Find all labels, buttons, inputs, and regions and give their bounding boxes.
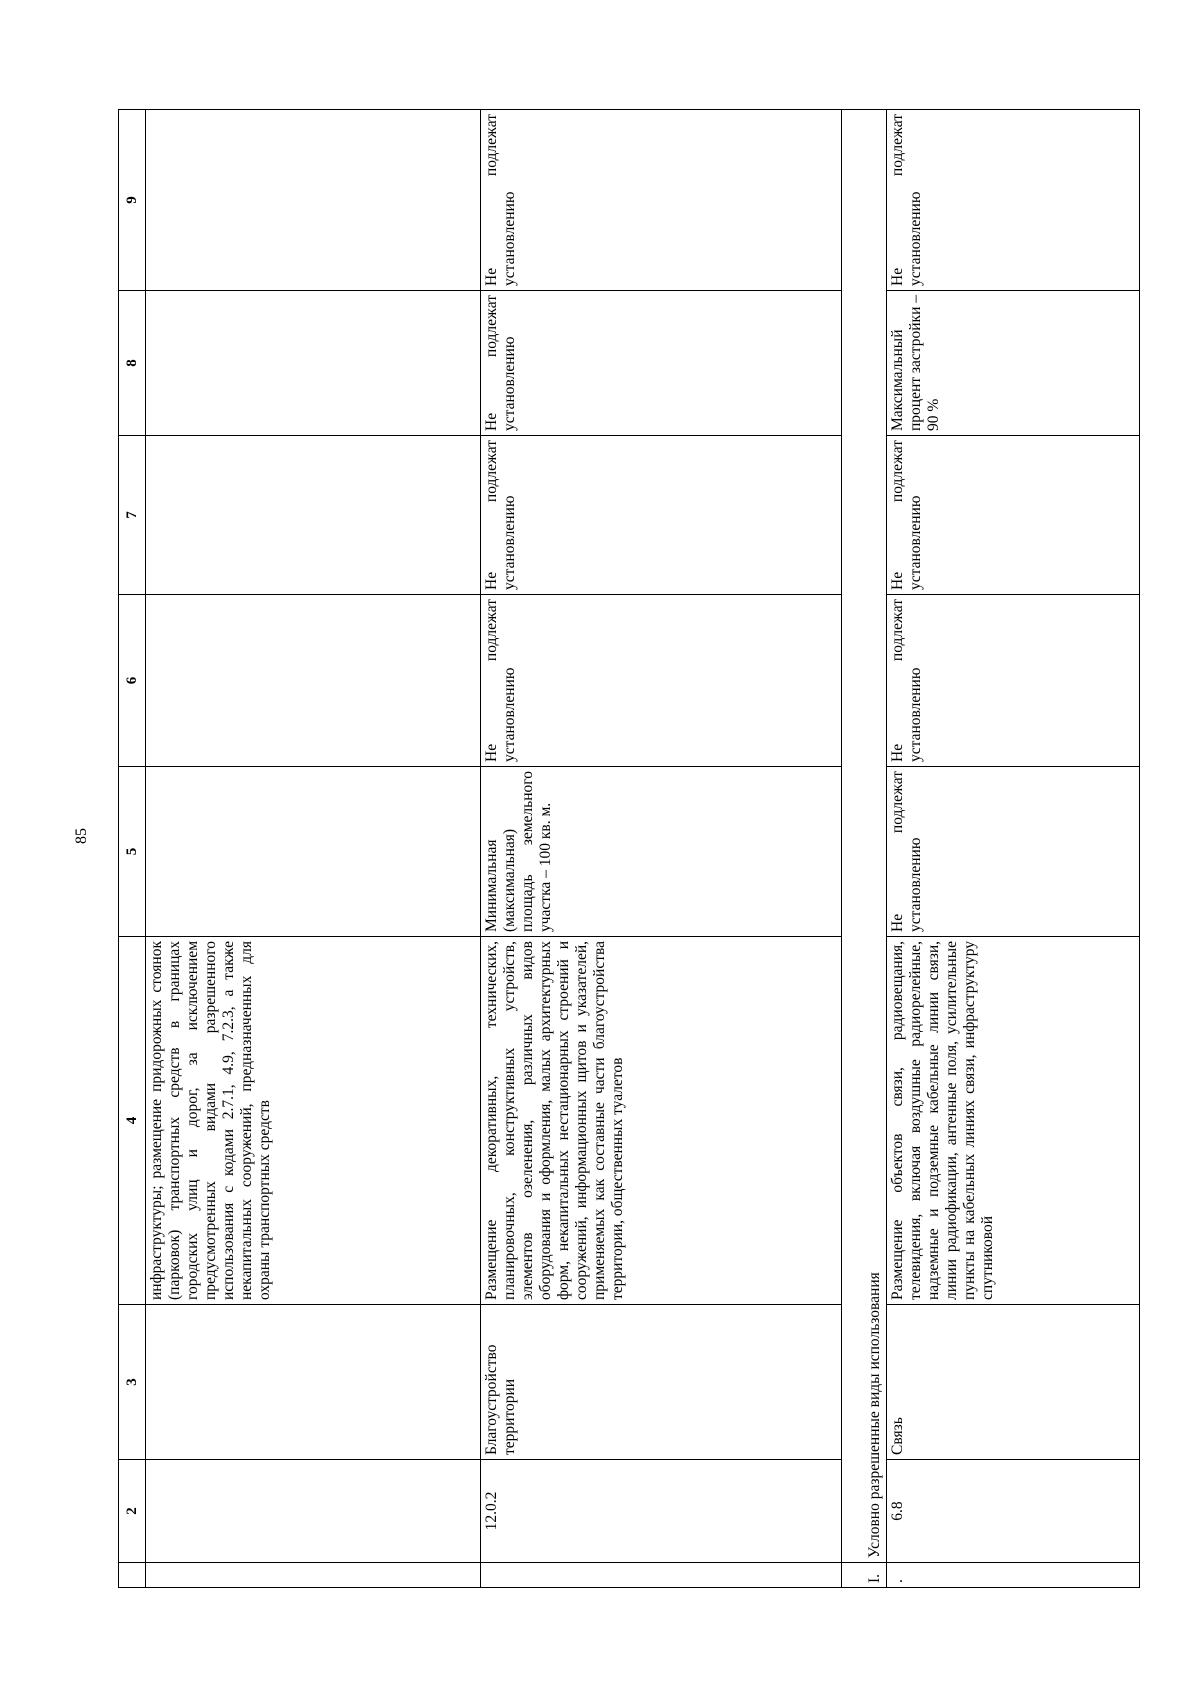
row3-col9: Не подлежат установлению: [887, 110, 1140, 291]
header-cell-5: 5: [119, 767, 146, 937]
rotated-table-container: [118, 110, 1148, 1588]
section-number: I.: [842, 1563, 887, 1588]
header-row: [119, 110, 146, 1588]
row3-col6: Не подлежат установлению: [887, 595, 1140, 767]
row1-col5: [146, 767, 481, 937]
header-cell-2: 2: [119, 1460, 146, 1563]
row2-use-name: Благоустройство территории: [481, 1305, 842, 1460]
row3-description: Размещение объектов связи, радиовещания, телевидения, включая воздушные радиорелейные, надземные и подземные кабельные линии связи, линии радиофикации, антенные поля, усилительные пункты на кабельных линиях связи, инфраструктуру спутниковой: [887, 937, 1140, 1305]
page-number: 85: [73, 828, 90, 844]
header-cell-4: 4: [119, 937, 146, 1305]
row2-code: 12.0.2: [481, 1460, 842, 1563]
row3-col8: Максимальный процент застройки – 90 %: [887, 291, 1140, 436]
row2-col8: Не подлежат установлению: [481, 291, 842, 436]
row1-col6: [146, 595, 481, 767]
row2-col5: Минимальная (максимальная) площадь земельного участка – 100 кв. м.: [481, 767, 842, 937]
header-cell-1: [119, 1563, 146, 1588]
row3-col7: Не подлежат установлению: [887, 436, 1140, 595]
row1-col9: [146, 110, 481, 291]
row2-description: Размещение декоративных, технических, планировочных, конструктивных устройств, элементов озеленения, различных видов оборудования и оформления, малых архитектурных форм, некапитальных нестационарных строений и сооружений, информационных щитов и указателей, применяемых как составные части благоустройства территории, общественных туалетов: [481, 937, 842, 1305]
row1-code: [146, 1460, 481, 1563]
header-cell-7: 7: [119, 436, 146, 595]
table-row: [481, 110, 842, 1588]
row2-col7: Не подлежат установлению: [481, 436, 842, 595]
row3-code: 6.8: [887, 1460, 1140, 1563]
section-title: Условно разрешенные виды использования: [842, 110, 887, 1563]
header-cell-6: 6: [119, 595, 146, 767]
header-cell-3: 3: [119, 1305, 146, 1460]
row1-use-name: [146, 1305, 481, 1460]
regulations-table: [118, 109, 1140, 1588]
row3-use-name: Связь: [887, 1305, 1140, 1460]
table-row: [146, 110, 481, 1588]
table-row: [887, 110, 1140, 1588]
row2-col1: [481, 1563, 842, 1588]
row1-col1: [146, 1563, 481, 1588]
row2-col9: Не подлежат установлению: [481, 110, 842, 291]
section-row: [842, 110, 887, 1588]
row3-col1: .: [887, 1563, 1140, 1588]
row1-col7: [146, 436, 481, 595]
row3-col5: Не подлежат установлению: [887, 767, 1140, 937]
row2-col6: Не подлежат установлению: [481, 595, 842, 767]
header-cell-8: 8: [119, 291, 146, 436]
row1-description: инфраструктуры; размещение придорожных стоянок (парковок) транспортных средств в границах городских улиц и дорог, за исключением предусмотренных видами разрешенного использования с кодами 2.7.1, 4.9, 7.2.3, а также некапитальных сооружений, предназначенных для охраны транспортных средств: [146, 937, 481, 1305]
row1-col8: [146, 291, 481, 436]
header-cell-9: 9: [119, 110, 146, 291]
